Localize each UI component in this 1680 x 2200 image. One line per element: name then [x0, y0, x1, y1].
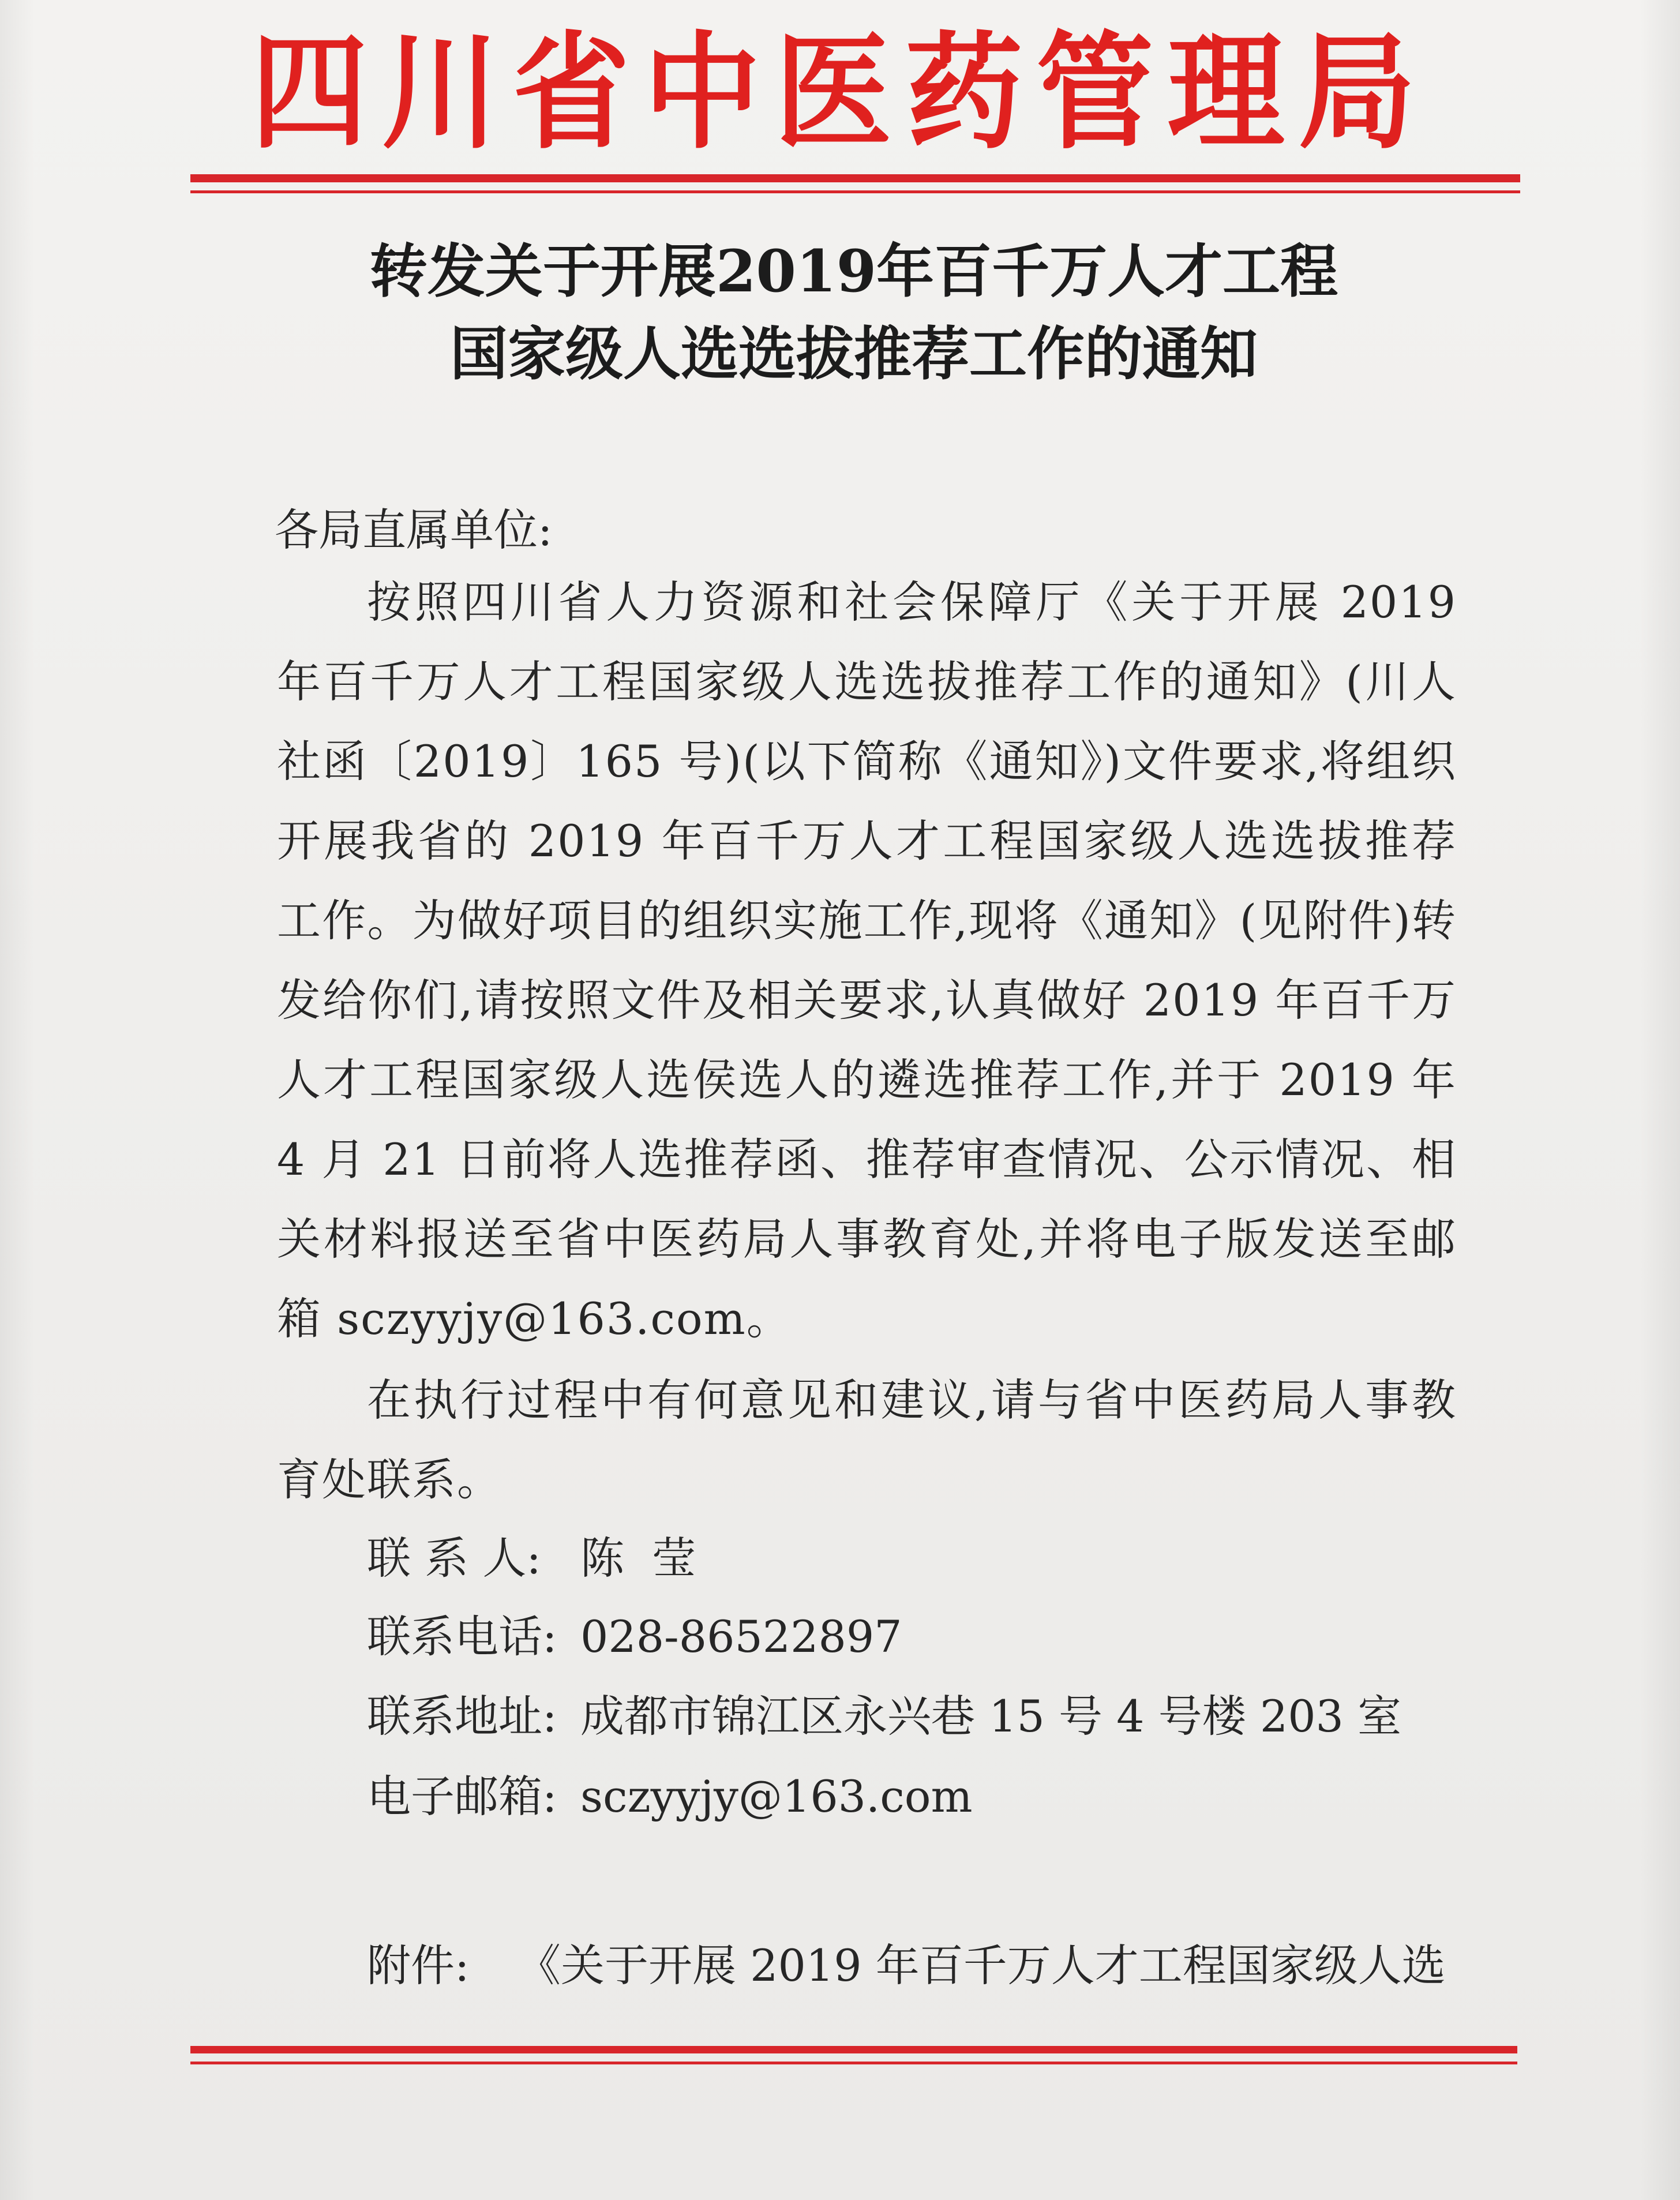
- letterhead-rule-thin: [190, 190, 1520, 193]
- contact-person-value: 陈 莹: [580, 1532, 696, 1584]
- attachment-label: 附件:: [367, 1940, 470, 1991]
- page-edge-shadow-left: [0, 0, 35, 2200]
- document-title-line-2: 国家级人选选拔推荐工作的通知: [450, 320, 1258, 388]
- attachment-line: [367, 1926, 1446, 2006]
- footer-rule-thick: [190, 2046, 1517, 2053]
- letterhead-org-name: 四川省中医药管理局: [251, 18, 1430, 166]
- document-title-line-1: 转发关于开展2019年百千万人才工程: [369, 237, 1338, 305]
- contact-address-label: 联系地址:: [367, 1691, 557, 1742]
- letterhead-rule-thick: [190, 174, 1520, 182]
- contact-person-line: [367, 1519, 696, 1598]
- footer-rule-thin: [190, 2062, 1517, 2064]
- contact-person-label: 联 系 人:: [367, 1532, 541, 1584]
- contact-address-value: 成都市锦江区永兴巷 15 号 4 号楼 203 室: [580, 1691, 1402, 1742]
- contact-address-line: [367, 1677, 1401, 1756]
- attachment-value: 《关于开展 2019 年百千万人才工程国家级人选: [517, 1940, 1446, 1991]
- contact-phone-line: [367, 1597, 902, 1677]
- contact-email-label: 电子邮箱:: [367, 1771, 557, 1822]
- body-paragraph-2: 在执行过程中有何意见和建议,请与省中医药局人事教育处联系。: [277, 1374, 1457, 1505]
- contact-phone-label: 联系电话:: [367, 1611, 557, 1662]
- contact-phone-value: 028-86522897: [580, 1611, 902, 1662]
- contact-email-line: [367, 1757, 973, 1837]
- contact-email-value: sczyyjy@163.com: [580, 1771, 973, 1822]
- page-edge-shadow-right: [1640, 0, 1680, 2200]
- body-paragraph-1: 按照四川省人力资源和社会保障厅《关于开展 2019 年百千万人才工程国家级人选选拔推荐工作的通知》(川人社函〔2019〕165 号)(以下简称《通知》)文件要求,将组织开展我省的 2019 年百千万人才工程国家级人选选拔推荐工作。为做好项目的组织实施工作,现将《通知》(见附件)转发给你们,请按照文件及相关要求,认真做好 2019 年百千万人才工程国家级人选侯选人的遴选推荐工作,并于 2019 年 4 月 21 日前将人选推荐函、推荐审查情况、公示情况、相关材料报送至省中医药局人事教育处,并将电子版发送至邮箱 sczyyjy@163.com。: [277, 576, 1457, 1344]
- salutation: 各局直属单位:: [275, 504, 553, 556]
